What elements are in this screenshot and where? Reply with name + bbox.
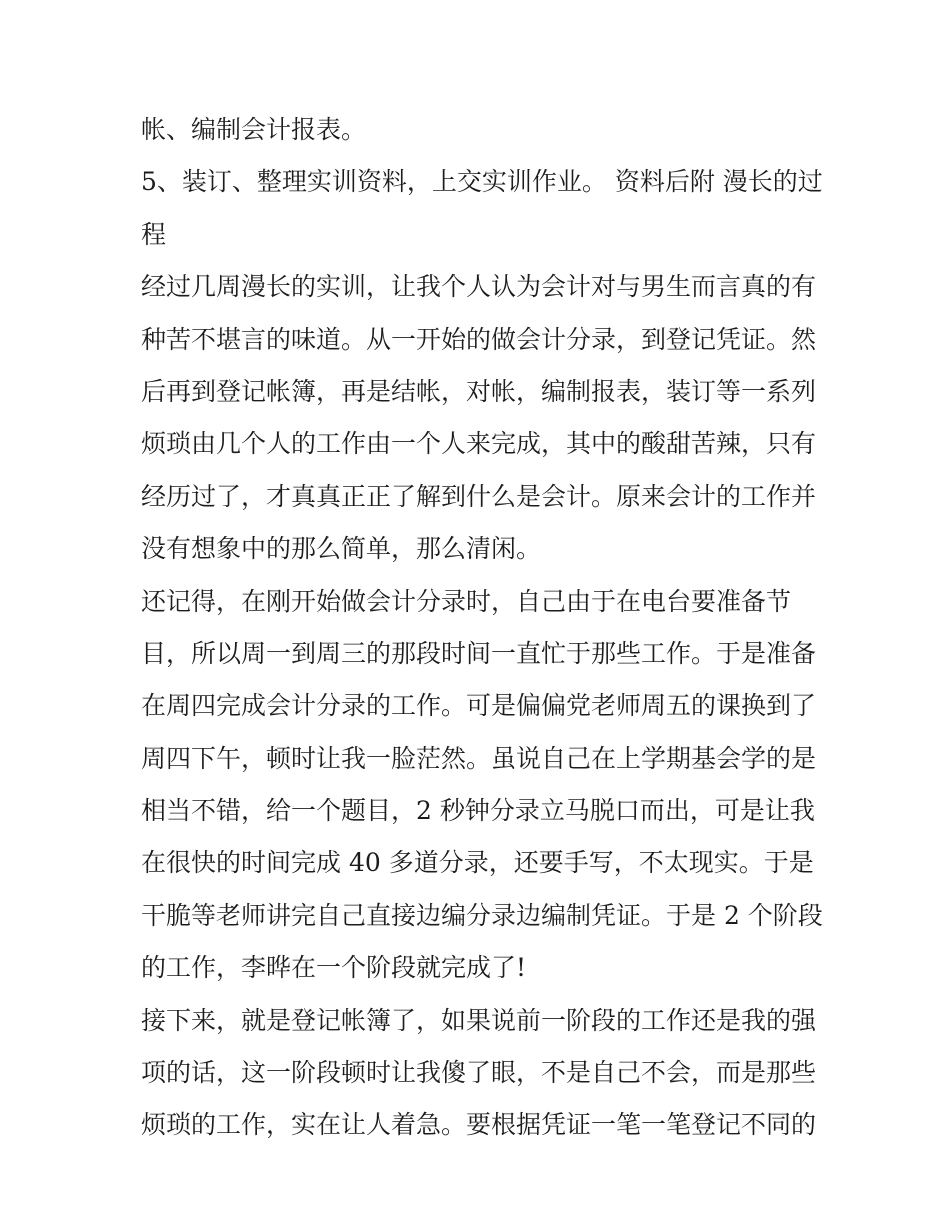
text-line: 烦琐的工作，实在让人着急。要根据凭证一笔一笔登记不同的	[141, 1110, 817, 1140]
text-line: 干脆等老师讲完自己直接边编分录边编制凭证。于是 2 个阶段	[141, 900, 823, 930]
text-line: 在周四完成会计分录的工作。可是偏偏党老师周五的课换到了	[141, 691, 817, 721]
document-body	[141, 104, 823, 1152]
text-line: 后再到登记帐簿，再是结帐，对帐，编制报表，装订等一系列	[141, 376, 817, 406]
text-line: 5、装订、整理实训资料，上交实训作业。 资料后附 漫长的过	[141, 167, 823, 197]
text-line: 经历过了，才真真正正了解到什么是会计。原来会计的工作并	[141, 481, 817, 511]
text-line: 烦琐由几个人的工作由一个人来完成，其中的酸甜苦辣，只有	[141, 429, 817, 459]
text-line: 相当不错，给一个题目，2 秒钟分录立马脱口而出，可是让我	[141, 796, 815, 826]
text-line: 目，所以周一到周三的那段时间一直忙于那些工作。于是准备	[141, 638, 817, 668]
text-line: 种苦不堪言的味道。从一开始的做会计分录，到登记凭证。然	[141, 324, 817, 354]
text-line: 接下来，就是登记帐簿了，如果说前一阶段的工作还是我的强	[141, 1005, 817, 1035]
text-line: 程	[141, 219, 167, 249]
text-line: 项的话，这一阶段顿时让我傻了眼，不是自己不会，而是那些	[141, 1058, 817, 1088]
text-line: 经过几周漫长的实训，让我个人认为会计对与男生而言真的有	[141, 272, 817, 302]
text-line: 还记得，在刚开始做会计分录时，自己由于在电台要准备节	[141, 586, 792, 616]
text-line: 帐、编制会计报表。	[141, 115, 367, 144]
text-line: 没有想象中的那么简单，那么清闲。	[141, 534, 542, 564]
text-line: 的工作，李晔在一个阶段就完成了!	[141, 953, 527, 983]
text-line: 在很快的时间完成 40 多道分录，还要手写，不太现实。于是	[141, 848, 814, 878]
text-line: 周四下午，顿时让我一脸茫然。虽说自己在上学期基会学的是	[141, 743, 817, 773]
